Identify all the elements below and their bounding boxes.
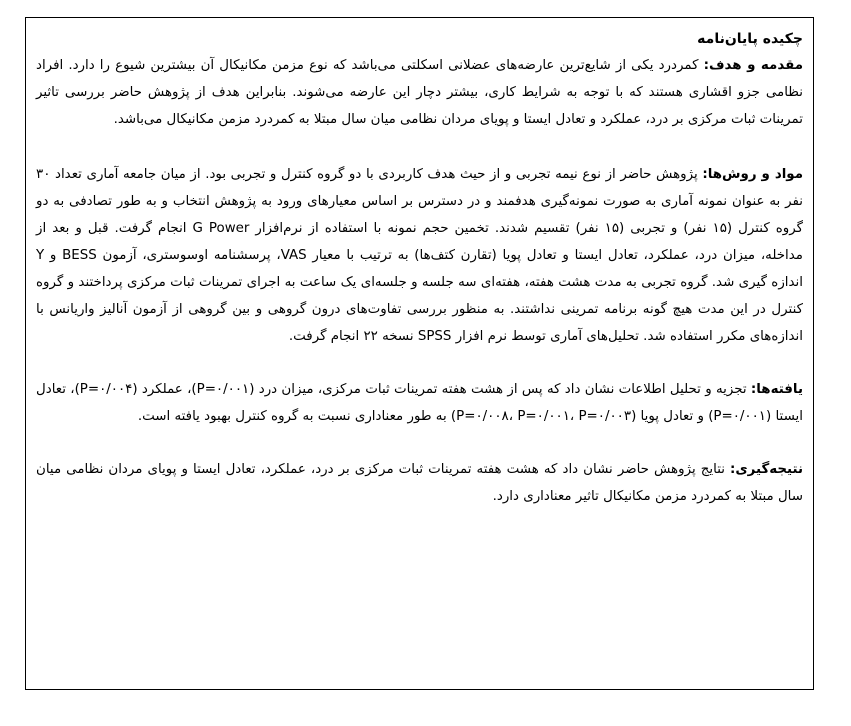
section-text-methods: پژوهش حاضر از نوع نیمه تجربی و از حیث هدف کاربردی با دو گروه کنترل و تجربی بود. از میان جامعه آماری تعداد ۳۰ نفر به عنوان نمونه آماری به صورت نمونه‌گیری هدفمند و در دسترس بر اساس معیارهای ورود به پژوهش انتخاب و به طور تصادفی به دو گروه کنترل (۱۵ نفر) و تجربی (۱۵ نفر) تقسیم شدند. تخمین حجم نمونه با استفاده از نرم‌افزار G Power انجام گرفت. قبل و بعد از مداخله، میزان درد، عملکرد، تعادل ایستا و تعادل پویا (تقارن کتف‌ها) به ترتیب با معیار VAS، پرسشنامه اوسوستری، آزمون BESS و Y اندازه گیری شد. گروه تجربی به مدت هشت هفته، هفته‌ای سه جلسه و جلسه‌ای یک ساعت به اجرای تمرینات ثبات مرکزی پرداختند و گروه کنترل در این مدت هیچ گونه برنامه تمرینی نداشتند. به منظور بررسی تفاوت‌های درون گروهی و بین گروهی از آزمون آنالیز واریانس با اندازه‌های مکرر استفاده شد. تحلیل‌های آماری توسط نرم افزار SPSS نسخه ۲۲ انجام گرفت. bbox=[36, 167, 803, 344]
section-heading-results: یافته‌ها: bbox=[750, 382, 803, 397]
section-text-conclusion: نتایج پژوهش حاضر نشان داد که هشت هفته تمرینات ثبات مرکزی بر درد، عملکرد، تعادل ایستا و پویای مردان نظامی میان سال مبتلا به کمردرد مزمن مکانیکال تاثیر معناداری دارد. bbox=[36, 462, 803, 504]
section-text-introduction: کمردرد یکی از شایع‌ترین عارضه‌های عضلانی اسکلتی می‌باشد که نوع مزمن مکانیکال آن بیشترین شیوع را دارد. افراد نظامی جزو اقشاری هستند که با توجه به شرایط کاری، بیشتر دچار این عارضه می‌شوند. بنابراین هدف از پژوهش حاضر بررسی تاثیر تمرینات ثبات مرکزی بر درد، عملکرد و تعادل ایستا و پویای مردان نظامی میان سال مبتلا به کمردرد مزمن مکانیکال می‌باشد. bbox=[36, 58, 803, 127]
section-heading-methods: مواد و روش‌ها: bbox=[702, 167, 803, 182]
section-results bbox=[36, 376, 803, 430]
section-introduction bbox=[36, 52, 803, 133]
section-heading-introduction: مقدمه و هدف: bbox=[703, 58, 803, 73]
abstract-title: چکیده پایان‌نامه bbox=[697, 31, 803, 47]
section-spacer bbox=[36, 430, 803, 456]
section-heading-conclusion: نتیجه‌گیری: bbox=[730, 462, 803, 477]
section-spacer bbox=[36, 350, 803, 376]
section-methods bbox=[36, 161, 803, 350]
abstract-box bbox=[25, 17, 814, 690]
section-conclusion bbox=[36, 456, 803, 510]
section-text-results: تجزیه و تحلیل اطلاعات نشان داد که پس از هشت هفته تمرینات ثبات مرکزی، میزان درد (P=۰/۰۰۱)، عملکرد (P=۰/۰۰۴)، تعادل ایستا (P=۰/۰۰۱) و تعادل پویا (P=۰/۰۰۸، P=۰/۰۰۱، P=۰/۰۰۳) به طور معناداری نسبت به گروه کنترل بهبود یافته است. bbox=[36, 382, 803, 424]
section-spacer bbox=[36, 133, 803, 161]
